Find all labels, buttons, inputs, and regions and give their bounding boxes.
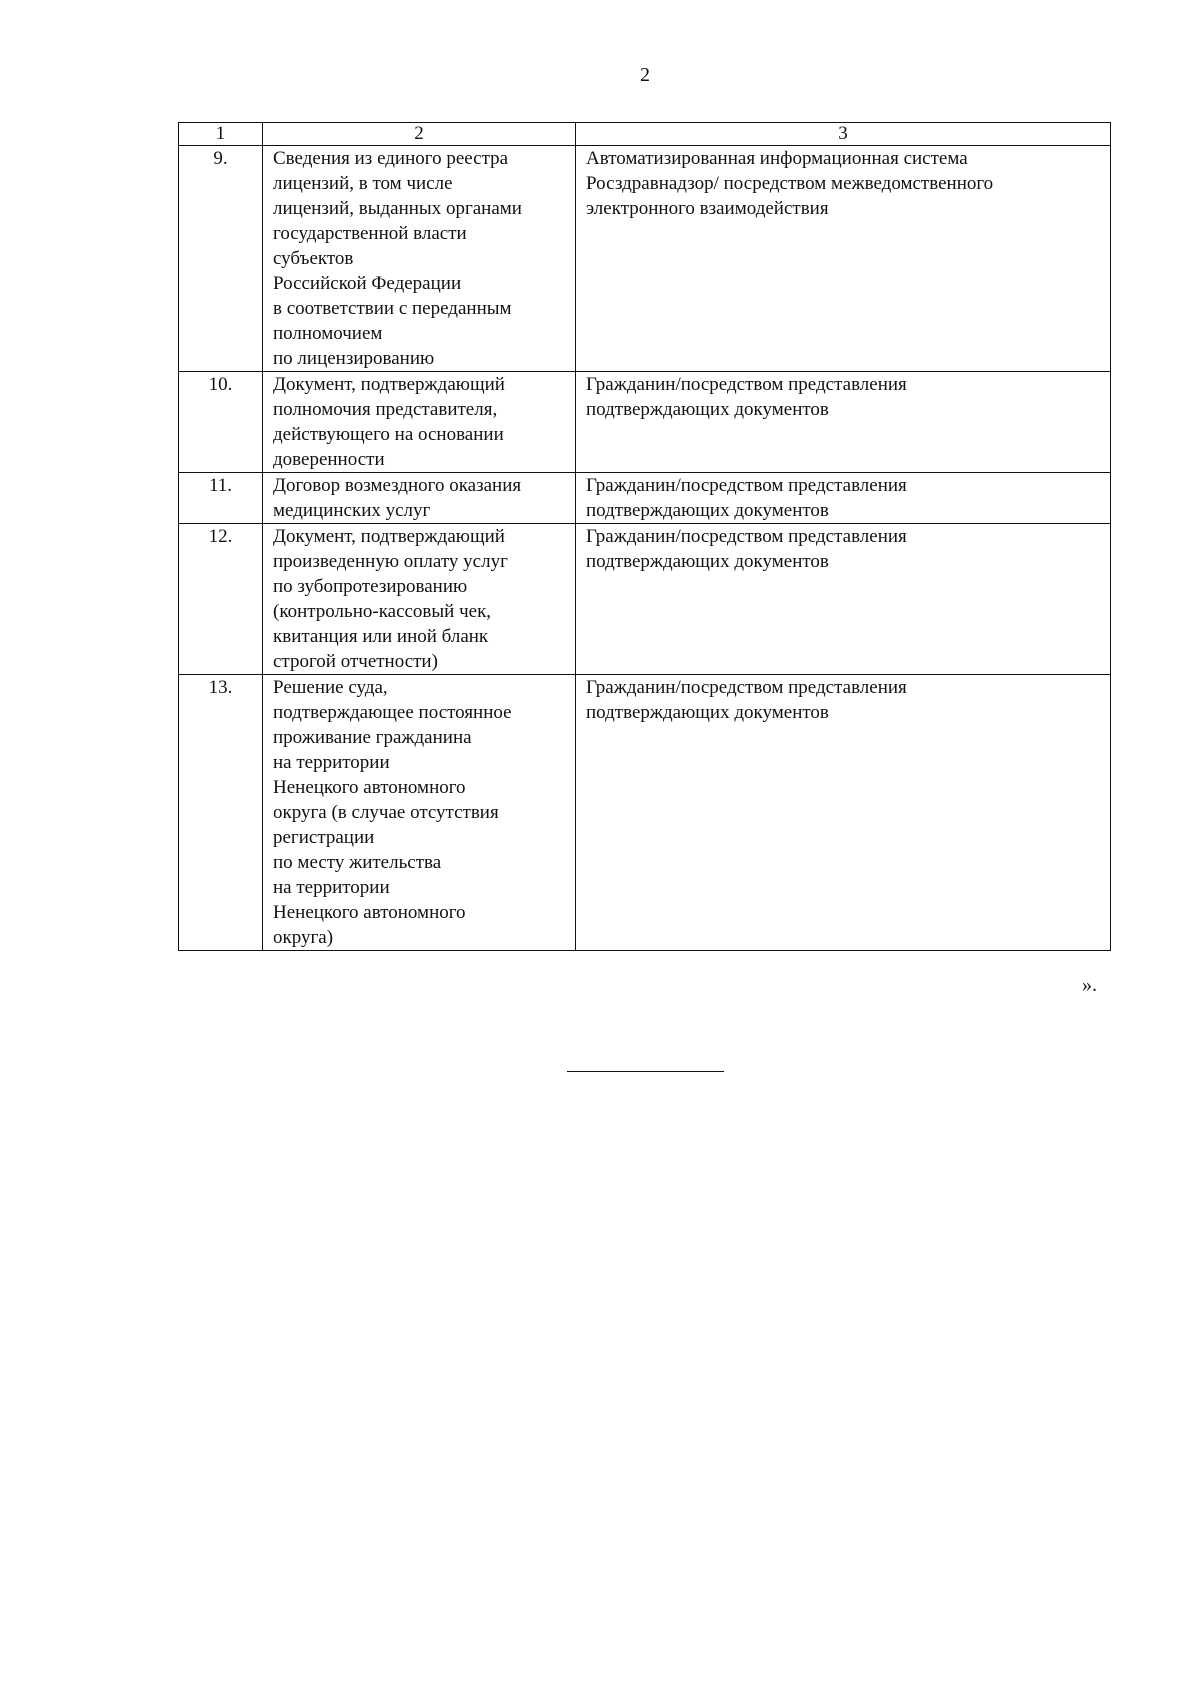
document-name-cell bbox=[263, 146, 576, 372]
table-row bbox=[179, 372, 1111, 473]
document-name-line: Договор возмездного оказания bbox=[273, 475, 522, 496]
closing-quote-mark: ». bbox=[1082, 974, 1097, 996]
document-name-line: Ненецкого автономного bbox=[273, 777, 466, 798]
header-cell-2: 2 bbox=[263, 123, 576, 146]
document-source-cell bbox=[576, 473, 1111, 524]
document-name-line: субъектов bbox=[273, 248, 354, 269]
document-name-line: Ненецкого автономного bbox=[273, 902, 466, 923]
end-divider-line bbox=[567, 1071, 724, 1072]
table-row bbox=[179, 675, 1111, 951]
document-name-cell bbox=[263, 372, 576, 473]
document-source-line: Гражданин/посредством представления bbox=[586, 475, 907, 496]
document-source-cell bbox=[576, 675, 1111, 951]
document-name-line: подтверждающее постоянное bbox=[273, 702, 512, 723]
document-name-line: на территории bbox=[273, 877, 390, 898]
documents-table bbox=[178, 122, 1111, 951]
document-source-line: Гражданин/посредством представления bbox=[586, 374, 907, 395]
document-name-line: Сведения из единого реестра bbox=[273, 148, 509, 169]
document-source-line: Гражданин/посредством представления bbox=[586, 526, 907, 547]
document-name-line: Документ, подтверждающий bbox=[273, 526, 505, 547]
document-name-line: государственной власти bbox=[273, 223, 467, 244]
header-cell-1: 1 bbox=[179, 123, 263, 146]
document-name-line: Документ, подтверждающий bbox=[273, 374, 505, 395]
document-source-line: электронного взаимодействия bbox=[586, 198, 829, 219]
table-row bbox=[179, 524, 1111, 675]
row-number: 9. bbox=[179, 146, 263, 372]
document-source-line: подтверждающих документов bbox=[586, 500, 829, 521]
document-name-line: строгой отчетности) bbox=[273, 651, 438, 672]
document-name-line: квитанция или иной бланк bbox=[273, 626, 489, 647]
document-source-line: подтверждающих документов bbox=[586, 551, 829, 572]
document-name-cell bbox=[263, 675, 576, 951]
row-number: 11. bbox=[179, 473, 263, 524]
document-name-line: округа (в случае отсутствия bbox=[273, 802, 499, 823]
document-name-line: произведенную оплату услуг bbox=[273, 551, 508, 572]
document-name-line: лицензий, в том числе bbox=[273, 173, 453, 194]
document-name-line: по зубопротезированию bbox=[273, 576, 468, 597]
row-number: 13. bbox=[179, 675, 263, 951]
document-name-line: (контрольно-кассовый чек, bbox=[273, 601, 492, 622]
document-source-line: подтверждающих документов bbox=[586, 399, 829, 420]
document-name-cell bbox=[263, 473, 576, 524]
document-name-line: полномочия представителя, bbox=[273, 399, 498, 420]
document-name-line: по лицензированию bbox=[273, 348, 435, 369]
document-source-cell bbox=[576, 524, 1111, 675]
document-name-line: проживание гражданина bbox=[273, 727, 472, 748]
document-name-line: Российской Федерации bbox=[273, 273, 462, 294]
table-row bbox=[179, 146, 1111, 372]
document-name-line: по месту жительства bbox=[273, 852, 442, 873]
document-name-line: медицинских услуг bbox=[273, 500, 431, 521]
document-name-line: действующего на основании bbox=[273, 424, 504, 445]
document-source-line: подтверждающих документов bbox=[586, 702, 829, 723]
document-source-line: Гражданин/посредством представления bbox=[586, 677, 907, 698]
document-source-cell bbox=[576, 372, 1111, 473]
document-name-line: лицензий, выданных органами bbox=[273, 198, 522, 219]
document-source-line: Автоматизированная информационная система bbox=[586, 148, 968, 169]
document-name-cell bbox=[263, 524, 576, 675]
document-source-cell bbox=[576, 146, 1111, 372]
header-cell-3: 3 bbox=[576, 123, 1111, 146]
page-number: 2 bbox=[640, 64, 650, 86]
document-name-line: регистрации bbox=[273, 827, 375, 848]
document-name-line: Решение суда, bbox=[273, 677, 388, 698]
row-number: 12. bbox=[179, 524, 263, 675]
document-name-line: округа) bbox=[273, 927, 334, 948]
table-row bbox=[179, 473, 1111, 524]
row-number: 10. bbox=[179, 372, 263, 473]
document-name-line: на территории bbox=[273, 752, 390, 773]
document-name-line: доверенности bbox=[273, 449, 385, 470]
table-body bbox=[179, 146, 1111, 951]
document-name-line: полномочием bbox=[273, 323, 383, 344]
document-name-line: в соответствии с переданным bbox=[273, 298, 512, 319]
document-source-line: Росздравнадзор/ посредством межведомственного bbox=[586, 173, 994, 194]
table-header-row bbox=[179, 123, 1111, 146]
